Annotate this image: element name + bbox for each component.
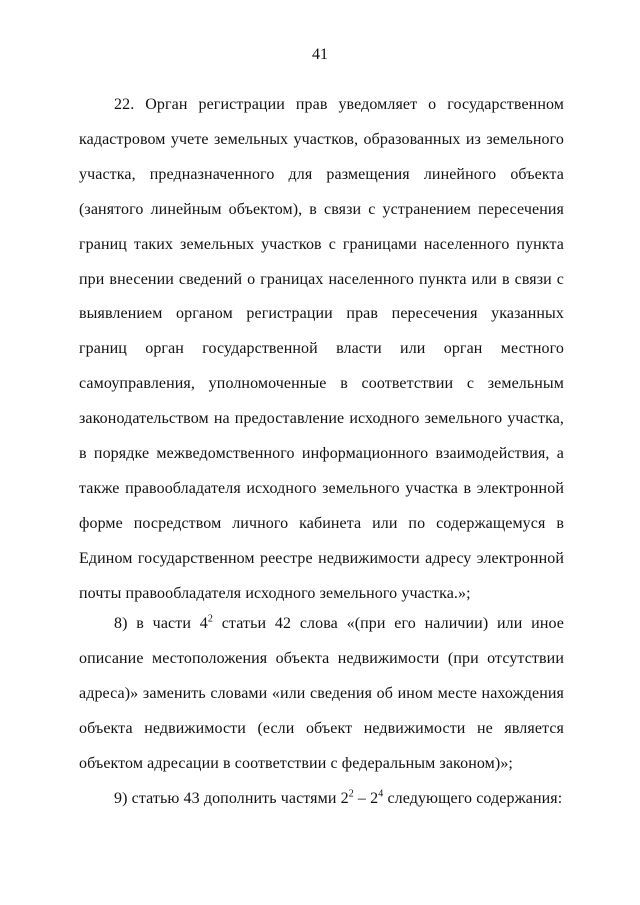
page-number: 41 [312,46,328,63]
paragraph-8-part-1: 8) в части 4 [114,615,208,632]
paragraph-22: 22. Орган регистрации прав уведомляет о государственном кадастровом учете земельных участков, образованных из земельного участка, предназначенного для размещения линейного объекта (занятого линейным объектом), в связи с устранением пересечения границ таких земельных участков с границами населенного пункта при внесении сведений о границах населенного пункта или в связи с выявлением органом регистрации прав пересечения указанных границ орган государственной власти или орган местного самоуправления, уполномоченные в соответствии с земельным законодательством на предоставление исходного земельного участка, в порядке межведомственного информационного взаимодействия, а также правообладателя исходного земельного участка в электронной форме посредством личного кабинета или по содержащемуся в Едином государственном реестре недвижимости адресу электронной почты правообладателя исходного земельного участка.»; [79,96,564,602]
paragraph-9-part-1: 9) статью 43 дополнить частями 2 [114,790,349,807]
superscript-2: 2 [348,788,354,800]
paragraph-9-part-2: следующего содержания: [383,790,563,807]
range-dash: – 2 [353,790,379,807]
superscript-4: 4 [378,788,384,800]
paragraph-9 [79,782,564,817]
superscript-2: 2 [207,613,213,625]
paragraph-8-part-2: статьи 42 слова «(при его наличии) или иное описание местоположения объекта недвижимости (при отсутствии адреса)» заменить словами «или сведения об ином месте нахождения объекта недвижимости (если объект недвижимости не является объектом адресации в соответствии с федеральным законом)»; [79,615,564,772]
paragraph-8 [79,607,564,782]
